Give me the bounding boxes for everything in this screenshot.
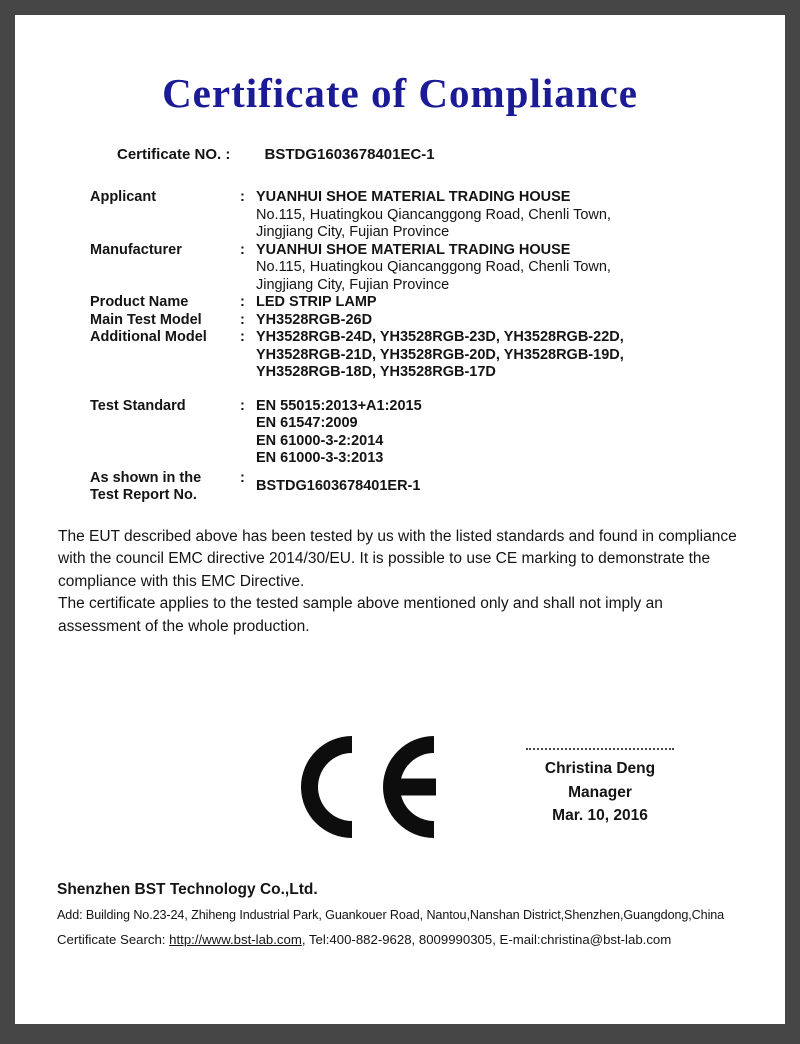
manufacturer-address-line1: No.115, Huatingkou Qiancanggong Road, Chenli Town, (256, 259, 611, 275)
certificate-number-row (117, 146, 785, 163)
product-name-value (256, 294, 755, 312)
applicant-name: YUANHUI SHOE MATERIAL TRADING HOUSE (256, 189, 571, 205)
product-name-text: LED STRIP LAMP (256, 294, 377, 310)
test-standard-line2: EN 61547:2009 (256, 415, 358, 431)
main-test-model-value (256, 312, 755, 330)
field-row-applicant (90, 189, 755, 242)
ce-marking-icon (300, 736, 436, 838)
colon-separator: : (240, 241, 245, 258)
additional-model-line1: YH3528RGB-24D, YH3528RGB-23D, YH3528RGB-22D, (256, 329, 624, 345)
signatory-role: Manager (568, 783, 632, 801)
test-report-no-label-line2: Test Report No. (90, 487, 197, 503)
manufacturer-address-line2: Jingjiang City, Fujian Province (256, 276, 450, 293)
field-row-additional-model (90, 329, 755, 382)
test-standard-line3: EN 61000-3-2:2014 (256, 432, 384, 449)
test-report-no-label-line1: As shown in the (90, 469, 202, 486)
ce-signature-section (15, 721, 785, 841)
field-row-manufacturer (90, 242, 755, 295)
field-row-test-report-no (90, 470, 755, 505)
test-report-no-value (256, 470, 755, 505)
signature-date: Mar. 10, 2016 (552, 807, 648, 824)
manufacturer-value (256, 242, 755, 295)
issuer-website-link[interactable]: http://www.bst-lab.com (169, 932, 302, 947)
applicant-value (256, 189, 755, 242)
issuer-footer (57, 881, 767, 947)
test-report-no-text: BSTDG1603678401ER-1 (256, 478, 421, 495)
statement-paragraph-1: The EUT described above has been tested by us with the listed standards and found in compliance with the council EMC directive 2014/30/EU. It is possible to use CE marking to demonstrate the compliance with this EMC Directive. (58, 527, 737, 590)
applicant-address-line1: No.115, Huatingkou Qiancanggong Road, Chenli Town, (256, 206, 611, 223)
signature-line (526, 748, 674, 750)
test-standard-value (256, 398, 755, 468)
additional-model-line2: YH3528RGB-21D, YH3528RGB-20D, YH3528RGB-19D, (256, 346, 624, 363)
field-row-main-test-model (90, 312, 755, 330)
test-standard-line4: EN 61000-3-3:2013 (256, 450, 384, 466)
colon-separator: : (240, 397, 245, 414)
statement-text (58, 526, 737, 639)
certificate-number-value: BSTDG1603678401EC-1 (264, 146, 435, 163)
field-table (15, 189, 785, 505)
test-standard-label: Test Standard (90, 397, 186, 414)
colon-separator: : (240, 469, 245, 486)
colon-separator: : (240, 189, 245, 205)
applicant-label: Applicant (90, 189, 157, 205)
issuer-contact-info: , Tel:400-882-9628, 8009990305, E-mail:christina@bst-lab.com (301, 932, 672, 947)
additional-model-label: Additional Model (90, 329, 207, 345)
certificate-search-line (57, 932, 767, 947)
certificate-search-label: Certificate Search: (57, 932, 166, 947)
field-row-product-name (90, 294, 755, 312)
signatory-name: Christina Deng (544, 760, 656, 777)
colon-separator: : (240, 329, 245, 345)
additional-model-value (256, 329, 755, 382)
statement-paragraph-2: The certificate applies to the tested sample above mentioned only and shall not imply an assessment of the whole production. (58, 595, 663, 635)
applicant-address-line2: Jingjiang City, Fujian Province (256, 224, 450, 240)
field-row-test-standard (90, 398, 755, 468)
issuer-company-name: Shenzhen BST Technology Co.,Ltd. (57, 881, 318, 898)
issuer-address: Add: Building No.23-24, Zhiheng Industrial Park, Guankouer Road, Nantou,Nanshan District,Shenzhen,Guangdong,China (57, 908, 725, 922)
main-test-model-text: YH3528RGB-26D (256, 311, 373, 328)
colon-separator: : (240, 294, 245, 310)
main-test-model-label: Main Test Model (90, 311, 202, 328)
test-standard-line1: EN 55015:2013+A1:2015 (256, 397, 422, 414)
signature-block (510, 745, 690, 828)
additional-model-line3: YH3528RGB-18D, YH3528RGB-17D (256, 364, 496, 380)
test-report-no-label (90, 470, 240, 505)
colon-separator: : (240, 311, 245, 328)
certificate-page (15, 15, 785, 1024)
certificate-number-label: Certificate NO. : (117, 146, 231, 163)
manufacturer-label: Manufacturer (90, 241, 182, 258)
manufacturer-name: YUANHUI SHOE MATERIAL TRADING HOUSE (256, 241, 571, 258)
page-title: Certificate of Compliance (162, 70, 638, 116)
product-name-label: Product Name (90, 294, 189, 310)
